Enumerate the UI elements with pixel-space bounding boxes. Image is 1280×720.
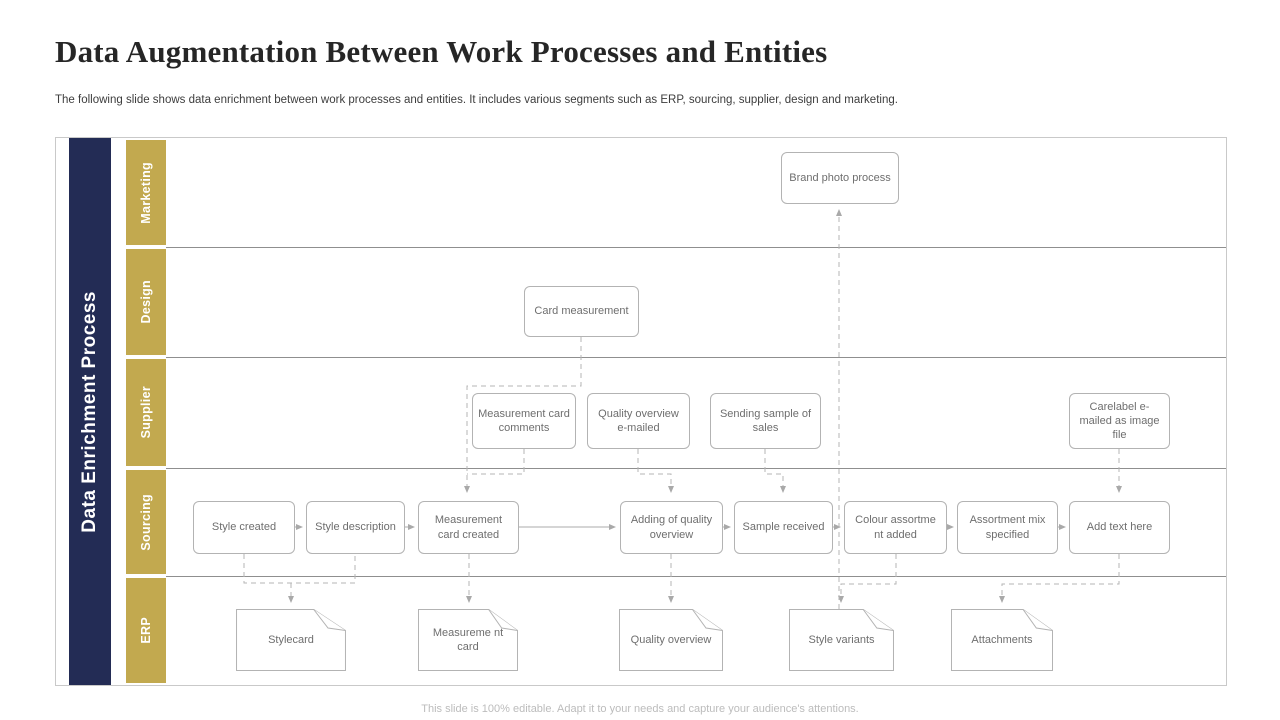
node-adding-of-quality-overview [620, 501, 723, 554]
doc-label: Stylecard [268, 633, 314, 646]
process-header-label: Data Enrichment Process [79, 290, 100, 533]
node-card-measurement [524, 286, 639, 337]
doc-style-variants [789, 609, 894, 671]
node-sample-received [734, 501, 833, 554]
lane-marketing-label: Marketing [139, 161, 153, 224]
node-label: Style description [315, 521, 396, 534]
node-label: Carelabel e-mailed as image file [1079, 400, 1160, 442]
node-label: Colour assortme nt added [855, 514, 936, 541]
node-label: Card measurement [534, 305, 629, 318]
node-style-created [193, 501, 295, 554]
node-style-description [306, 501, 405, 554]
node-label: Brand photo process [789, 171, 891, 184]
node-measurement-card-comments [472, 393, 576, 449]
node-label: Assortment mix specified [969, 514, 1046, 541]
node-label: Adding of quality overview [630, 514, 713, 541]
swimlane-diagram [55, 137, 1227, 686]
doc-label: Style variants [808, 633, 875, 646]
node-label: Sample received [742, 521, 825, 534]
node-assortment-mix-specified [957, 501, 1058, 554]
node-label: Measurement card comments [478, 407, 570, 434]
doc-measurement-card [418, 609, 518, 671]
node-label: Add text here [1086, 521, 1153, 534]
node-sending-sample-of-sales [710, 393, 821, 449]
doc-label: Quality overview [630, 633, 712, 646]
node-label: Quality overview e-mailed [598, 407, 679, 434]
node-label: Style created [211, 521, 277, 534]
node-add-text-here [1069, 501, 1170, 554]
doc-label: Measureme nt card [432, 626, 504, 653]
lane-design-label: Design [139, 280, 153, 324]
node-carelabel-emailed [1069, 393, 1170, 449]
doc-quality-overview [619, 609, 723, 671]
node-brand-photo-process [781, 152, 899, 204]
editable-note: This slide is 100% editable. Adapt it to your needs and capture your audience's attentions. [421, 703, 859, 715]
slide-subtitle: The following slide shows data enrichment between work processes and entities. It includes various segments such as ERP, sourcing, supplier, design and marketing. [55, 94, 898, 106]
node-label: Sending sample of sales [719, 407, 812, 434]
doc-stylecard [236, 609, 346, 671]
node-colour-assortment-added [844, 501, 947, 554]
lane-sourcing-label: Sourcing [139, 493, 153, 551]
page-title: Data Augmentation Between Work Processes and Entities [55, 34, 828, 69]
doc-label: Attachments [971, 633, 1033, 646]
lane-supplier-label: Supplier [139, 386, 153, 439]
doc-attachments [951, 609, 1053, 671]
node-label: Measurement card created [434, 514, 503, 541]
node-measurement-card-created [418, 501, 519, 554]
lane-erp-label: ERP [139, 617, 153, 644]
node-quality-overview-emailed [587, 393, 690, 449]
